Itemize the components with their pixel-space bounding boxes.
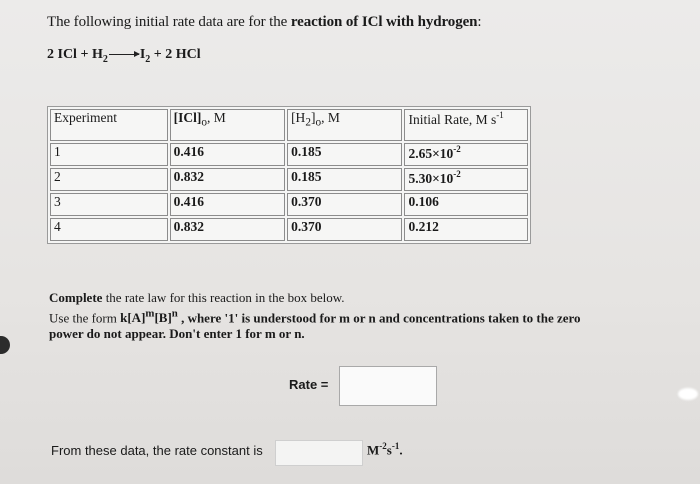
rate-constant-label: From these data, the rate constant is [51, 443, 263, 458]
rate-cell: 0.212 [404, 218, 528, 241]
plus-sign: + [76, 47, 92, 62]
header-initial-rate: Initial Rate, M $s^{-1}$ [404, 109, 528, 141]
experiment-cell: 1 [50, 143, 168, 166]
experiment-cell: 2 [50, 168, 168, 191]
intro-prefix: The following initial rate data are for the [47, 14, 291, 30]
reaction-arrow-icon [109, 54, 139, 55]
h2-cell: 0.370 [287, 218, 402, 241]
instructions-line-2: Use the form $k[A]^m[B]^n$ , where '1' is understood for m or n and concentrations taken to the zero [49, 308, 581, 326]
header-experiment: Experiment [50, 109, 168, 141]
rate-cell: $2.65\times 10^{-2}$ [404, 143, 528, 166]
intro-text [47, 14, 481, 31]
table-header-row [50, 109, 528, 141]
experiment-cell: 3 [50, 193, 168, 216]
page-edge-marker [0, 336, 10, 354]
table-row [50, 143, 528, 166]
instructions-line-1: Complete the rate law for this reaction in the box below. [49, 290, 345, 305]
reactant-h2: $H_2$ [91, 47, 108, 65]
rate-data-table [47, 106, 531, 244]
product-i2: $I_2$ [139, 47, 151, 65]
icl-cell: 0.416 [170, 143, 285, 166]
table-row [50, 168, 528, 191]
icl-cell: 0.832 [170, 218, 285, 241]
h2-cell: 0.185 [287, 168, 402, 191]
instructions-line-3: power do not appear. Don't enter 1 for m or n. [49, 326, 305, 342]
rate-law-input[interactable] [339, 366, 437, 406]
rate-label: Rate = [289, 377, 329, 392]
plus-sign: + [150, 47, 166, 62]
icl-cell: 0.832 [170, 168, 285, 191]
header-icl: $[ICl]_o$, M [170, 109, 285, 141]
instructions [49, 290, 669, 342]
h2-cell: 0.185 [287, 143, 402, 166]
product-hcl: 2 HCl [165, 47, 201, 62]
header-h2: $[H_2]_o$, M [287, 109, 402, 141]
intro-reaction: reaction of ICl with hydrogen [290, 14, 478, 30]
rate-cell: 0.106 [404, 193, 528, 216]
experiment-cell: 4 [50, 218, 168, 241]
table-row [50, 193, 528, 216]
rate-cell: $5.30\times 10^{-2}$ [404, 168, 528, 191]
rate-constant-input[interactable] [275, 440, 363, 466]
reactant-icl: 2 ICl [47, 47, 77, 62]
rate-constant-units: $M^{-2}s^{-1}$. [367, 441, 403, 458]
reaction-equation [47, 47, 201, 65]
icl-cell: 0.416 [170, 193, 285, 216]
screen-glare [678, 388, 698, 400]
intro-suffix: : [477, 14, 482, 30]
table-row [50, 218, 528, 241]
h2-cell: 0.370 [287, 193, 402, 216]
